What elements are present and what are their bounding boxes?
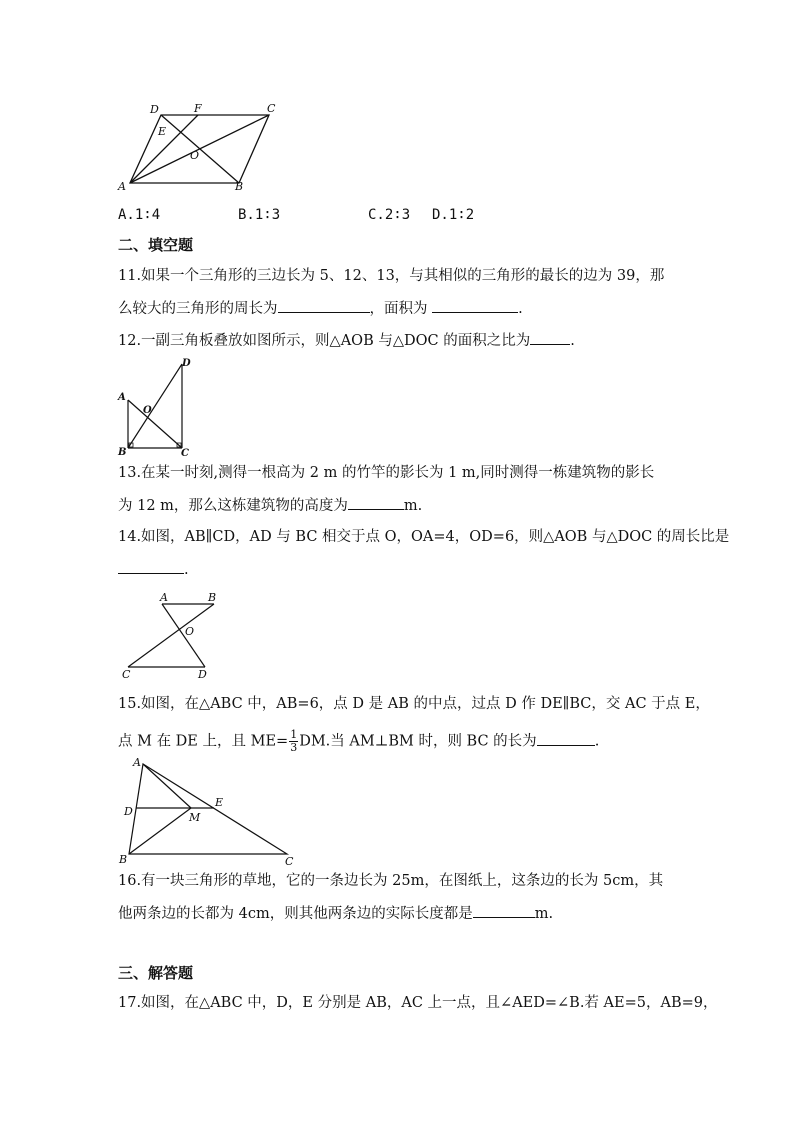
- q15-line1: 15.如图，在△ABC 中，AB=6，点 D 是 AB 的中点，过点 D 作 DE∥BC，交 AC 于点 E，: [118, 696, 710, 712]
- q14-blank[interactable]: [118, 559, 184, 574]
- diagonal-db: [161, 115, 239, 183]
- label-a: A: [118, 180, 126, 193]
- option-b: B.1∶3: [238, 207, 281, 223]
- figure-triangle-boards: [112, 352, 202, 458]
- triangle-abc: [129, 764, 287, 854]
- q11-text-b: ，面积为: [369, 301, 428, 317]
- label-b: B: [118, 447, 127, 458]
- label-b: B: [119, 853, 128, 866]
- segment-bm: [129, 808, 191, 854]
- q13-text-b: m.: [403, 498, 423, 514]
- label-c: C: [122, 668, 131, 680]
- label-a: A: [160, 591, 168, 604]
- q13-blank[interactable]: [348, 495, 404, 510]
- figure-hourglass: [118, 590, 228, 680]
- label-d: D: [150, 103, 159, 116]
- q12-blank[interactable]: [530, 330, 570, 345]
- label-d: D: [182, 358, 191, 369]
- label-f: F: [194, 102, 202, 115]
- label-e: E: [158, 125, 167, 138]
- segment-am: [143, 764, 191, 808]
- q11-line1: 11.如果一个三角形的三边长为 5、12、13，与其相似的三角形的最长的边为 39，那: [118, 268, 665, 284]
- option-c: C.2∶3: [368, 207, 411, 223]
- label-c: C: [285, 855, 294, 867]
- figure-triangle-midline: [115, 755, 300, 867]
- q16-line2: [118, 903, 553, 924]
- label-o: O: [190, 149, 200, 162]
- q15-blank[interactable]: [537, 731, 595, 746]
- q13-line2: [118, 495, 422, 516]
- label-e: E: [215, 796, 224, 809]
- label-m: M: [189, 811, 201, 824]
- figure-parallelogram: [110, 100, 300, 195]
- label-d: D: [124, 805, 133, 818]
- q16-text-a: 他两条边的长都为 4cm，则其他两条边的实际长度都是: [118, 906, 473, 922]
- segment-ad: [162, 604, 205, 667]
- q12-line1: [118, 330, 575, 351]
- q15-text-a: 点 M 在 DE 上，且 ME=: [118, 733, 289, 750]
- q16-blank[interactable]: [473, 903, 535, 918]
- q12-text: 12.一副三角板叠放如图所示，则△AOB 与△DOC 的面积之比为: [118, 333, 531, 349]
- segment-bd: [128, 364, 182, 448]
- q15-fraction: [289, 729, 298, 754]
- q11-text-c: .: [518, 301, 523, 317]
- q14-line1: 14.如图，AB∥CD，AD 与 BC 相交于点 O，OA=4，OD=6，则△AOB 与△DOC 的周长比是: [118, 529, 730, 545]
- label-o: O: [143, 405, 152, 416]
- label-d: D: [198, 668, 207, 680]
- q15-text-b: DM.当 AM⊥BM 时，则 BC 的长为: [299, 733, 537, 750]
- segment-bc: [128, 604, 214, 667]
- label-a: A: [133, 756, 141, 769]
- q15-end: .: [594, 733, 600, 750]
- option-d: D.1∶2: [432, 207, 475, 223]
- label-a: A: [118, 392, 126, 403]
- q13-line1: 13.在某一时刻,测得一根高为 2 m 的竹竿的影长为 1 m,同时测得一栋建筑物的影长: [118, 465, 655, 481]
- label-c: C: [181, 448, 189, 458]
- q14-line2: [118, 559, 189, 580]
- q16-text-b: m.: [534, 906, 554, 922]
- label-c: C: [267, 102, 276, 115]
- q15-line2: [118, 729, 599, 754]
- section-title-solve: 三、解答题: [118, 964, 194, 982]
- fraction-denominator: 3: [290, 741, 298, 754]
- q13-text-a: 为 12 m，那么这栋建筑物的高度为: [118, 498, 348, 514]
- segment-ac: [128, 400, 182, 448]
- label-o: O: [185, 625, 195, 638]
- q11-text-a: 么较大的三角形的周长为: [118, 301, 278, 317]
- label-b: B: [235, 180, 244, 193]
- option-a: A.1∶4: [118, 207, 161, 223]
- section-title-fill-blank: 二、填空题: [118, 236, 194, 254]
- fraction-numerator: 1: [290, 728, 298, 741]
- q14-end: .: [184, 562, 189, 578]
- q17-line1: 17.如图，在△ABC 中，D，E 分别是 AB，AC 上一点，且∠AED=∠B.若 AE=5，AB=9，: [118, 995, 718, 1011]
- q11-blank-perimeter[interactable]: [278, 298, 370, 313]
- q11-blank-area[interactable]: [432, 298, 518, 313]
- label-b: B: [208, 591, 217, 604]
- q12-end: .: [570, 333, 575, 349]
- q11-line2: [118, 298, 523, 319]
- q16-line1: 16.有一块三角形的草地，它的一条边长为 25m，在图纸上，这条边的长为 5cm，其: [118, 873, 664, 889]
